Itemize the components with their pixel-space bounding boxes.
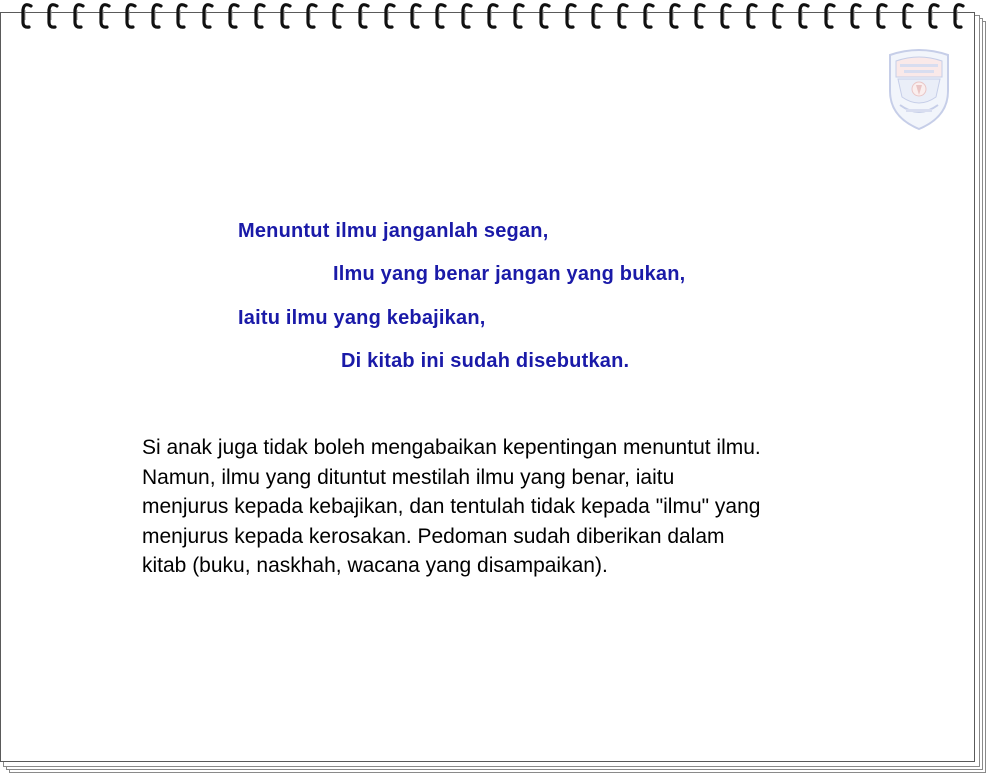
binding-ring-icon	[357, 0, 371, 30]
binding-ring-icon	[227, 0, 241, 30]
binding-ring-icon	[409, 0, 423, 30]
binding-ring-icon	[331, 0, 345, 30]
binding-ring-icon	[98, 0, 112, 30]
binding-ring-icon	[927, 0, 941, 30]
explanation-line: Si anak juga tidak boleh mengabaikan kepentingan menuntut ilmu.	[142, 436, 761, 459]
binding-ring-icon	[771, 0, 785, 30]
school-crest-icon	[886, 47, 952, 131]
verse-line-4: Di kitab ini sudah disebutkan.	[341, 350, 630, 372]
binding-ring-icon	[253, 0, 267, 30]
binding-ring-icon	[279, 0, 293, 30]
binding-ring-icon	[952, 0, 966, 30]
binding-ring-icon	[124, 0, 138, 30]
binding-ring-icon	[745, 0, 759, 30]
verse-line-3: Iaitu ilmu yang kebajikan,	[238, 307, 486, 329]
binding-ring-icon	[305, 0, 319, 30]
notebook-page	[0, 12, 975, 762]
binding-ring-icon	[797, 0, 811, 30]
binding-ring-icon	[719, 0, 733, 30]
binding-ring-icon	[46, 0, 60, 30]
binding-ring-icon	[486, 0, 500, 30]
binding-ring-icon	[590, 0, 604, 30]
binding-ring-icon	[72, 0, 86, 30]
binding-ring-icon	[538, 0, 552, 30]
binding-ring-icon	[564, 0, 578, 30]
verse-line-1: Menuntut ilmu janganlah segan,	[238, 220, 549, 242]
binding-ring-icon	[901, 0, 915, 30]
explanation-line: menjurus kepada kerosakan. Pedoman sudah diberikan dalam	[142, 524, 725, 548]
explanation-line: Namun, ilmu yang dituntut mestilah ilmu yang benar, iaitu	[142, 465, 675, 489]
verse-line-2: Ilmu yang benar jangan yang bukan,	[333, 263, 686, 285]
binding-ring-icon	[642, 0, 656, 30]
binding-ring-icon	[849, 0, 863, 30]
spiral-binding	[20, 0, 975, 30]
binding-ring-icon	[434, 0, 448, 30]
binding-ring-icon	[175, 0, 189, 30]
binding-ring-icon	[383, 0, 397, 30]
binding-ring-icon	[201, 0, 215, 30]
binding-ring-icon	[460, 0, 474, 30]
binding-ring-icon	[693, 0, 707, 30]
binding-ring-icon	[823, 0, 837, 30]
verse-explanation	[142, 433, 862, 581]
binding-ring-icon	[20, 0, 34, 30]
explanation-line: menjurus kepada kebajikan, dan tentulah tidak kepada "ilmu" yang	[142, 495, 761, 518]
binding-ring-icon	[150, 0, 164, 30]
binding-ring-icon	[668, 0, 682, 30]
binding-ring-icon	[616, 0, 630, 30]
binding-ring-icon	[512, 0, 526, 30]
explanation-line: kitab (buku, naskhah, wacana yang disampaikan).	[142, 554, 608, 577]
binding-ring-icon	[875, 0, 889, 30]
